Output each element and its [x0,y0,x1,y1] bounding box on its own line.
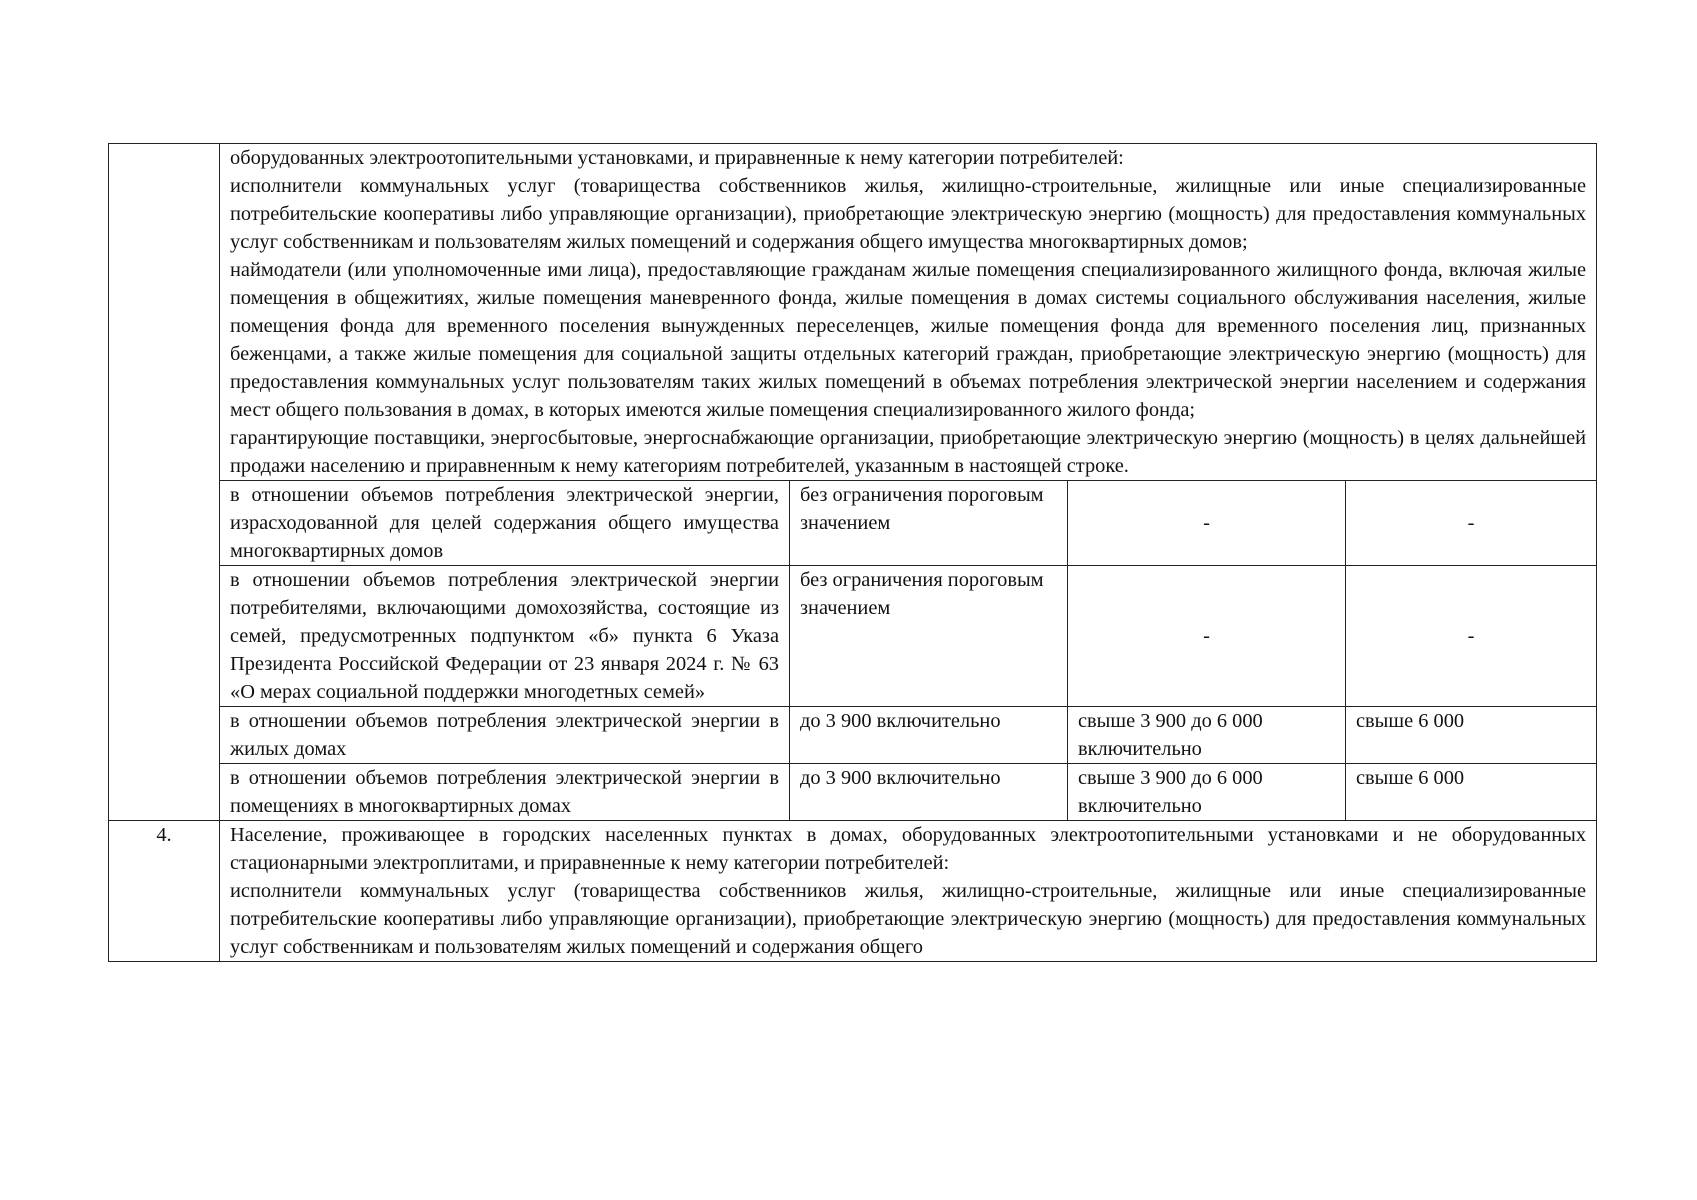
threshold-range-1: до 3 900 включительно [790,707,1068,764]
table-row [109,481,1597,566]
category-description-cell [220,821,1597,962]
threshold-range-2: свыше 3 900 до 6 000 включительно [1068,707,1346,764]
threshold-range-2: свыше 3 900 до 6 000 включительно [1068,764,1346,821]
threshold-range-2: - [1068,566,1346,707]
row-number-cell [109,144,220,821]
threshold-range-3: - [1346,566,1597,707]
threshold-range-2: - [1068,481,1346,566]
tariff-table [108,143,1597,962]
table-row [109,764,1597,821]
category-description-cell [220,144,1597,481]
threshold-range-1: до 3 900 включительно [790,764,1068,821]
table-row [109,144,1597,481]
paragraph: Население, проживающее в городских населенных пунктах в домах, оборудованных электроотопительными установками и не оборудованных стационарными электроплитами, и приравненные к нему категории потребителей: [230,824,1587,874]
table-row [109,566,1597,707]
table-row [109,821,1597,962]
row-number-cell: 4. [109,821,220,962]
threshold-range-1: без ограничения пороговым значением [790,566,1068,707]
volume-description-cell: в отношении объемов потребления электрической энергии, израсходованной для целей содержания общего имущества многоквартирных домов [220,481,790,566]
paragraph: оборудованных электроотопительными установками, и приравненные к нему категории потребителей: [230,147,1124,169]
paragraph: гарантирующие поставщики, энергосбытовые, энергоснабжающие организации, приобретающие электрическую энергию (мощность) в целях дальнейшей продажи населению и приравненным к нему категориям потребителей, указанным в настоящей строке. [230,427,1587,477]
paragraph: исполнители коммунальных услуг (товарищества собственников жилья, жилищно-строительные, жилищные или иные специализированные потребительские кооперативы либо управляющие организации), приобретающие электрическую энергию (мощность) для предоставления коммунальных услуг собственникам и пользователям жилых помещений и содержания общего имущества многоквартирных домов; [230,175,1587,253]
table-row [109,707,1597,764]
threshold-range-3: свыше 6 000 [1346,764,1597,821]
threshold-range-3: - [1346,481,1597,566]
paragraph: исполнители коммунальных услуг (товарищества собственников жилья, жилищно-строительные, жилищные или иные специализированные потребительские кооперативы либо управляющие организации), приобретающие электрическую энергию (мощность) для предоставления коммунальных услуг собственникам и пользователям жилых помещений и содержания общего [230,880,1587,958]
threshold-range-1: без ограничения пороговым значением [790,481,1068,566]
paragraph: наймодатели (или уполномоченные ими лица), предоставляющие гражданам жилые помещения специализированного жилищного фонда, включая жилые помещения в общежитиях, жилые помещения маневренного фонда, жилые помещения в домах системы социального обслуживания населения, жилые помещения фонда для временного поселения вынужденных переселенцев, жилые помещения фонда для временного поселения лиц, признанных беженцами, а также жилые помещения для социальной защиты отдельных категорий граждан, приобретающие электрическую энергию (мощность) для предоставления коммунальных услуг пользователям таких жилых помещений в объемах потребления электрической энергии населением и содержания мест общего пользования в домах, в которых имеются жилые помещения специализированного жилого фонда; [230,259,1587,421]
threshold-range-3: свыше 6 000 [1346,707,1597,764]
volume-description-cell: в отношении объемов потребления электрической энергии в помещениях в многоквартирных домах [220,764,790,821]
volume-description-cell: в отношении объемов потребления электрической энергии потребителями, включающими домохозяйства, состоящие из семей, предусмотренных подпунктом «б» пункта 6 Указа Президента Российской Федерации от 23 января 2024 г. № 63 «О мерах социальной поддержки многодетных семей» [220,566,790,707]
volume-description-cell: в отношении объемов потребления электрической энергии в жилых домах [220,707,790,764]
